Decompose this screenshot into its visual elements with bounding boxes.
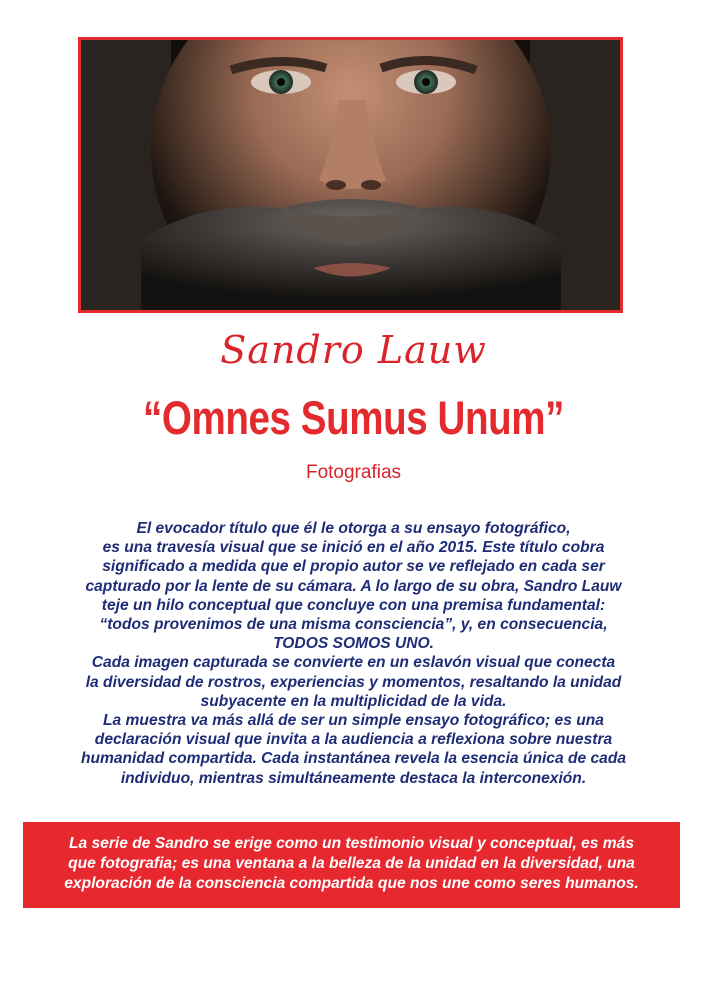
description-line: “todos provenimos de una misma consciencia”, y, en consecuencia,	[99, 616, 608, 634]
description-line: la diversidad de rostros, experiencias y momentos, resaltando la unidad	[85, 673, 622, 691]
description-line: El evocador título que él le otorga a su ensayo fotográfico,	[136, 520, 571, 537]
description-line: declaración visual que invita a la audiencia a reflexiona sobre nuestra	[94, 731, 613, 749]
description-line: Cada imagen capturada se convierte en un eslavón visual que conecta	[91, 654, 616, 672]
portrait-photo	[78, 37, 623, 313]
description-line: capturado por la lente de su cámara. A lo largo de su obra, Sandro Lauw	[85, 577, 622, 595]
exhibition-title: “Omnes Sumus Unum”	[143, 391, 564, 444]
description-line: es una travesía visual que se inició en el año 2015. Este título cobra	[102, 539, 605, 557]
description-text	[40, 519, 667, 788]
description-line: subyacente en la multiplicidad de la vida.	[200, 692, 507, 710]
artist-name: Sandro Lauw	[220, 328, 487, 372]
exhibition-subtitle: Fotografias	[305, 462, 402, 483]
description-line: individuo, mientras simultáneamente destaca la interconexión.	[120, 769, 587, 787]
banner-line: La serie de Sandro se erige como un testimonio visual y conceptual, es más	[68, 835, 635, 852]
description-line: humanidad compartida. Cada instantánea revela la esencia única de cada	[80, 750, 627, 768]
banner-line: exploración de la consciencia compartida que nos une como seres humanos.	[64, 875, 639, 892]
portrait-image	[81, 40, 620, 310]
description-line: TODOS SOMOS UNO.	[273, 635, 434, 653]
description-line: La muestra va más allá de ser un simple ensayo fotográfico; es una	[103, 712, 604, 730]
summary-banner	[23, 822, 680, 908]
description-line: teje un hilo conceptual que concluye con una premisa fundamental:	[101, 596, 606, 614]
banner-line: que fotografia; es una ventana a la belleza de la unidad en la diversidad, una	[68, 855, 635, 872]
description-line: significado a medida que el propio autor se ve reflejado en cada ser	[102, 558, 605, 576]
